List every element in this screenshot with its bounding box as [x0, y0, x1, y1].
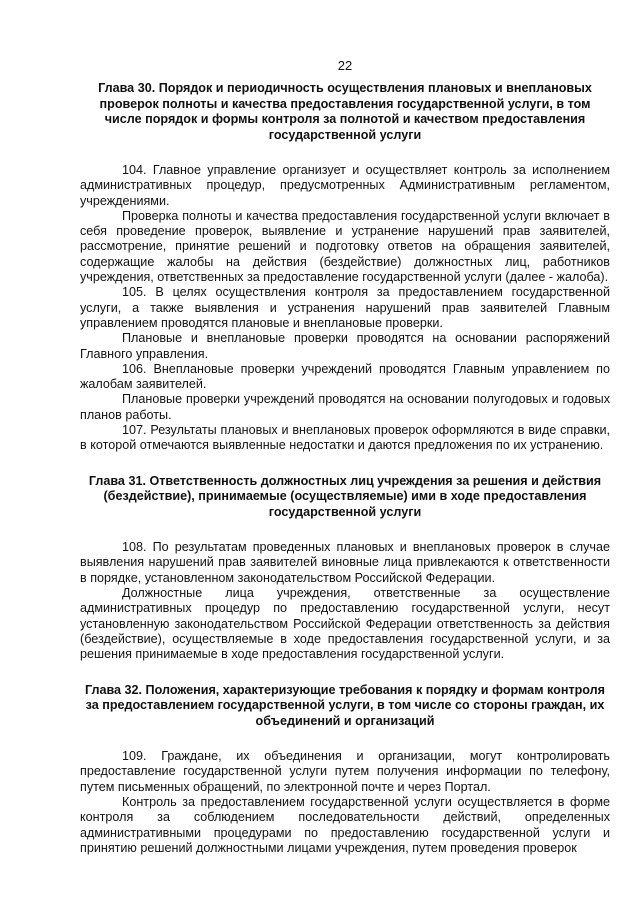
paragraph: Проверка полноты и качества предоставления государственной услуги включает в себя проведение проверок, выявление и устранение нарушений прав заявителей, рассмотрение, принятие решений и подготовку ответов на обращения заявителей, содержащие жалобы на действия (бездействие) должностных лиц, работников учреждения, ответственных за предоставление государственной услуги (далее - жалоба).: [80, 208, 610, 285]
paragraph: Контроль за предоставлением государственной услуги осуществляется в форме контроля за соблюдением последовательности действий, определенных административными процедурами по предоставлению государственной услуги и принятию решений должностными лицами учреждения, путем проведения проверок: [80, 794, 610, 855]
paragraph: 105. В целях осуществления контроля за предоставлением государственной услуги, а также выявления и устранения нарушений прав заявителей Главным управлением проводятся плановые и внеплановые проверки.: [80, 285, 610, 330]
paragraph: 107. Результаты плановых и внеплановых проверок оформляются в виде справки, в которой отмечаются выявленные недостатки и даются предложения по их устранению.: [80, 423, 610, 453]
chapter-heading: Глава 32. Положения, характеризующие требования к порядку и формам контроля за предоставлением государственной услуги, в том числе со стороны граждан, их объединений и организаций: [84, 682, 606, 728]
chapter-32: [80, 683, 610, 857]
paragraph: 108. По результатам проведенных плановых и внеплановых проверок в случае выявления нарушений прав заявителей виновные лица привлекаются к ответственности в порядке, установленном законодательством Российской Федерации.: [80, 540, 610, 585]
paragraph: 104. Главное управление организует и осуществляет контроль за исполнением административных процедур, предусмотренных Административным регламентом, учреждениями.: [80, 163, 610, 208]
chapter-31: [80, 474, 610, 663]
paragraph: Плановые и внеплановые проверки проводятся на основании распоряжений Главного управления.: [80, 331, 610, 361]
paragraph: Должностные лица учреждения, ответственные за осуществление административных процедур по предоставлению государственной услуги, несут установленную законодательством Российской Федерации ответственность за действия (бездействие), осуществляемые в ходе предоставления государственной услуги, и за решения принимаемые в ходе предоставления государственной услуги.: [80, 586, 610, 662]
paragraph: 106. Внеплановые проверки учреждений проводятся Главным управлением по жалобам заявителей.: [80, 361, 610, 392]
paragraph: 109. Граждане, их объединения и организации, могут контролировать предоставление государственной услуги путем получения информации по телефону, путем письменных обращений, по электронной почте и через Портал.: [80, 749, 610, 794]
chapter-30: [80, 81, 610, 454]
chapter-heading: Глава 31. Ответственность должностных лиц учреждения за решения и действия (бездействие), принимаемые (осуществляемые) ими в ходе предоставления государственной услуги: [88, 473, 602, 519]
chapter-heading: Глава 30. Порядок и периодичность осуществления плановых и внеплановых проверок полноты и качества предоставления государственной услуги, в том числе порядок и формы контроля за полнотой и качеством предоставления государственной услуги: [98, 81, 592, 142]
paragraph: Плановые проверки учреждений проводятся на основании полугодовых и годовых планов работы.: [80, 392, 610, 422]
page-number: 22: [337, 58, 353, 73]
